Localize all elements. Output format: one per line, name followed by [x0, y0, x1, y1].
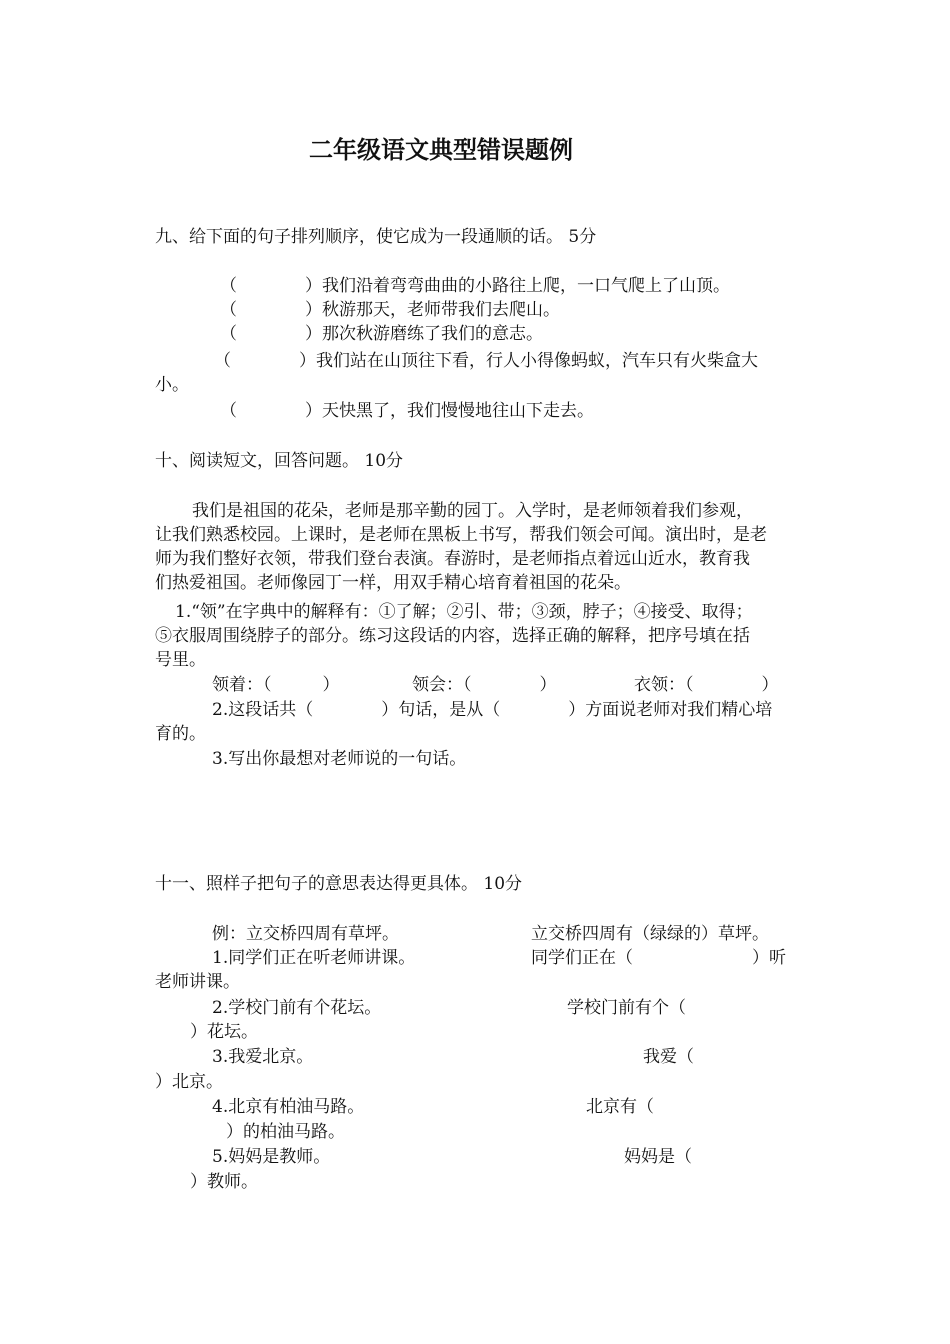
example-left: 例：立交桥四周有草坪。: [212, 924, 399, 944]
passage-line: 让我们熟悉校园。上课时，是老师在黑板上书写，帮我们领会可闻。演出时，是老: [155, 525, 767, 545]
page-title: 二年级语文典型错误题例: [309, 136, 573, 164]
item-4-left: 4.北京有柏油马路。: [212, 1097, 365, 1117]
item-2-right: 学校门前有个（: [567, 998, 686, 1018]
question-1-line: 号里。: [155, 650, 206, 670]
order-line: （ ）我们站在山顶往下看，行人小得像蚂蚁，汽车只有火柴盒大: [214, 351, 758, 371]
blank-linghui: 领会：（ ）: [412, 675, 557, 695]
question-3: 3.写出你最想对老师说的一句话。: [212, 749, 467, 769]
order-line: （ ）秋游那天，老师带我们去爬山。: [220, 300, 560, 320]
order-line: （ ）那次秋游磨练了我们的意志。: [220, 324, 543, 344]
item-4-right: 北京有（: [586, 1097, 654, 1117]
item-1-continuation: 老师讲课。: [155, 972, 240, 992]
item-5-left: 5.妈妈是教师。: [212, 1147, 331, 1167]
section-10-heading: 十、阅读短文，回答问题。 10分: [155, 451, 404, 471]
blank-lingzhe: 领着：（ ）: [212, 675, 340, 695]
question-2-line: 2.这段话共（ ）句话，是从（ ）方面说老师对我们精心培: [212, 700, 773, 720]
order-line-continuation: 小。: [155, 375, 189, 395]
item-5-right: 妈妈是（: [624, 1147, 692, 1167]
blank-yiling: 衣领：（ ）: [634, 675, 779, 695]
order-line: （ ）天快黑了，我们慢慢地往山下走去。: [220, 401, 594, 421]
item-3-left: 3.我爱北京。: [212, 1047, 314, 1067]
passage-line: 们热爱祖国。老师像园丁一样，用双手精心培育着祖国的花朵。: [155, 573, 631, 593]
item-1-right: 同学们正在（ ）听: [531, 948, 786, 968]
item-3-continuation: ）北京。: [155, 1072, 223, 1092]
item-1-left: 1.同学们正在听老师讲课。: [212, 948, 416, 968]
section-9-heading: 九、给下面的句子排列顺序，使它成为一段通顺的话。 5分: [155, 227, 597, 247]
item-4-continuation: ）的柏油马路。: [226, 1122, 345, 1142]
item-3-right: 我爱（: [643, 1047, 694, 1067]
item-2-continuation: ）花坛。: [190, 1022, 258, 1042]
section-11-heading: 十一、照样子把句子的意思表达得更具体。 10分: [155, 874, 523, 894]
question-1-line: ⑤衣服周围绕脖子的部分。练习这段话的内容，选择正确的解释，把序号填在括: [155, 626, 750, 646]
passage-line: 我们是祖国的花朵，老师是那辛勤的园丁。入学时，是老师领着我们参观，: [192, 501, 753, 521]
passage-line: 师为我们整好衣领，带我们登台表演。春游时，是老师指点着远山近水，教育我: [155, 549, 750, 569]
question-1-line: 1.“领”在字典中的解释有：①了解；②引、带；③颈，脖子；④接受、取得；: [175, 602, 753, 622]
example-right: 立交桥四周有（绿绿的）草坪。: [531, 924, 769, 944]
item-5-continuation: ）教师。: [190, 1172, 258, 1192]
question-2-line: 育的。: [155, 724, 206, 744]
item-2-left: 2.学校门前有个花坛。: [212, 998, 382, 1018]
order-line: （ ）我们沿着弯弯曲曲的小路往上爬，一口气爬上了山顶。: [220, 276, 730, 296]
